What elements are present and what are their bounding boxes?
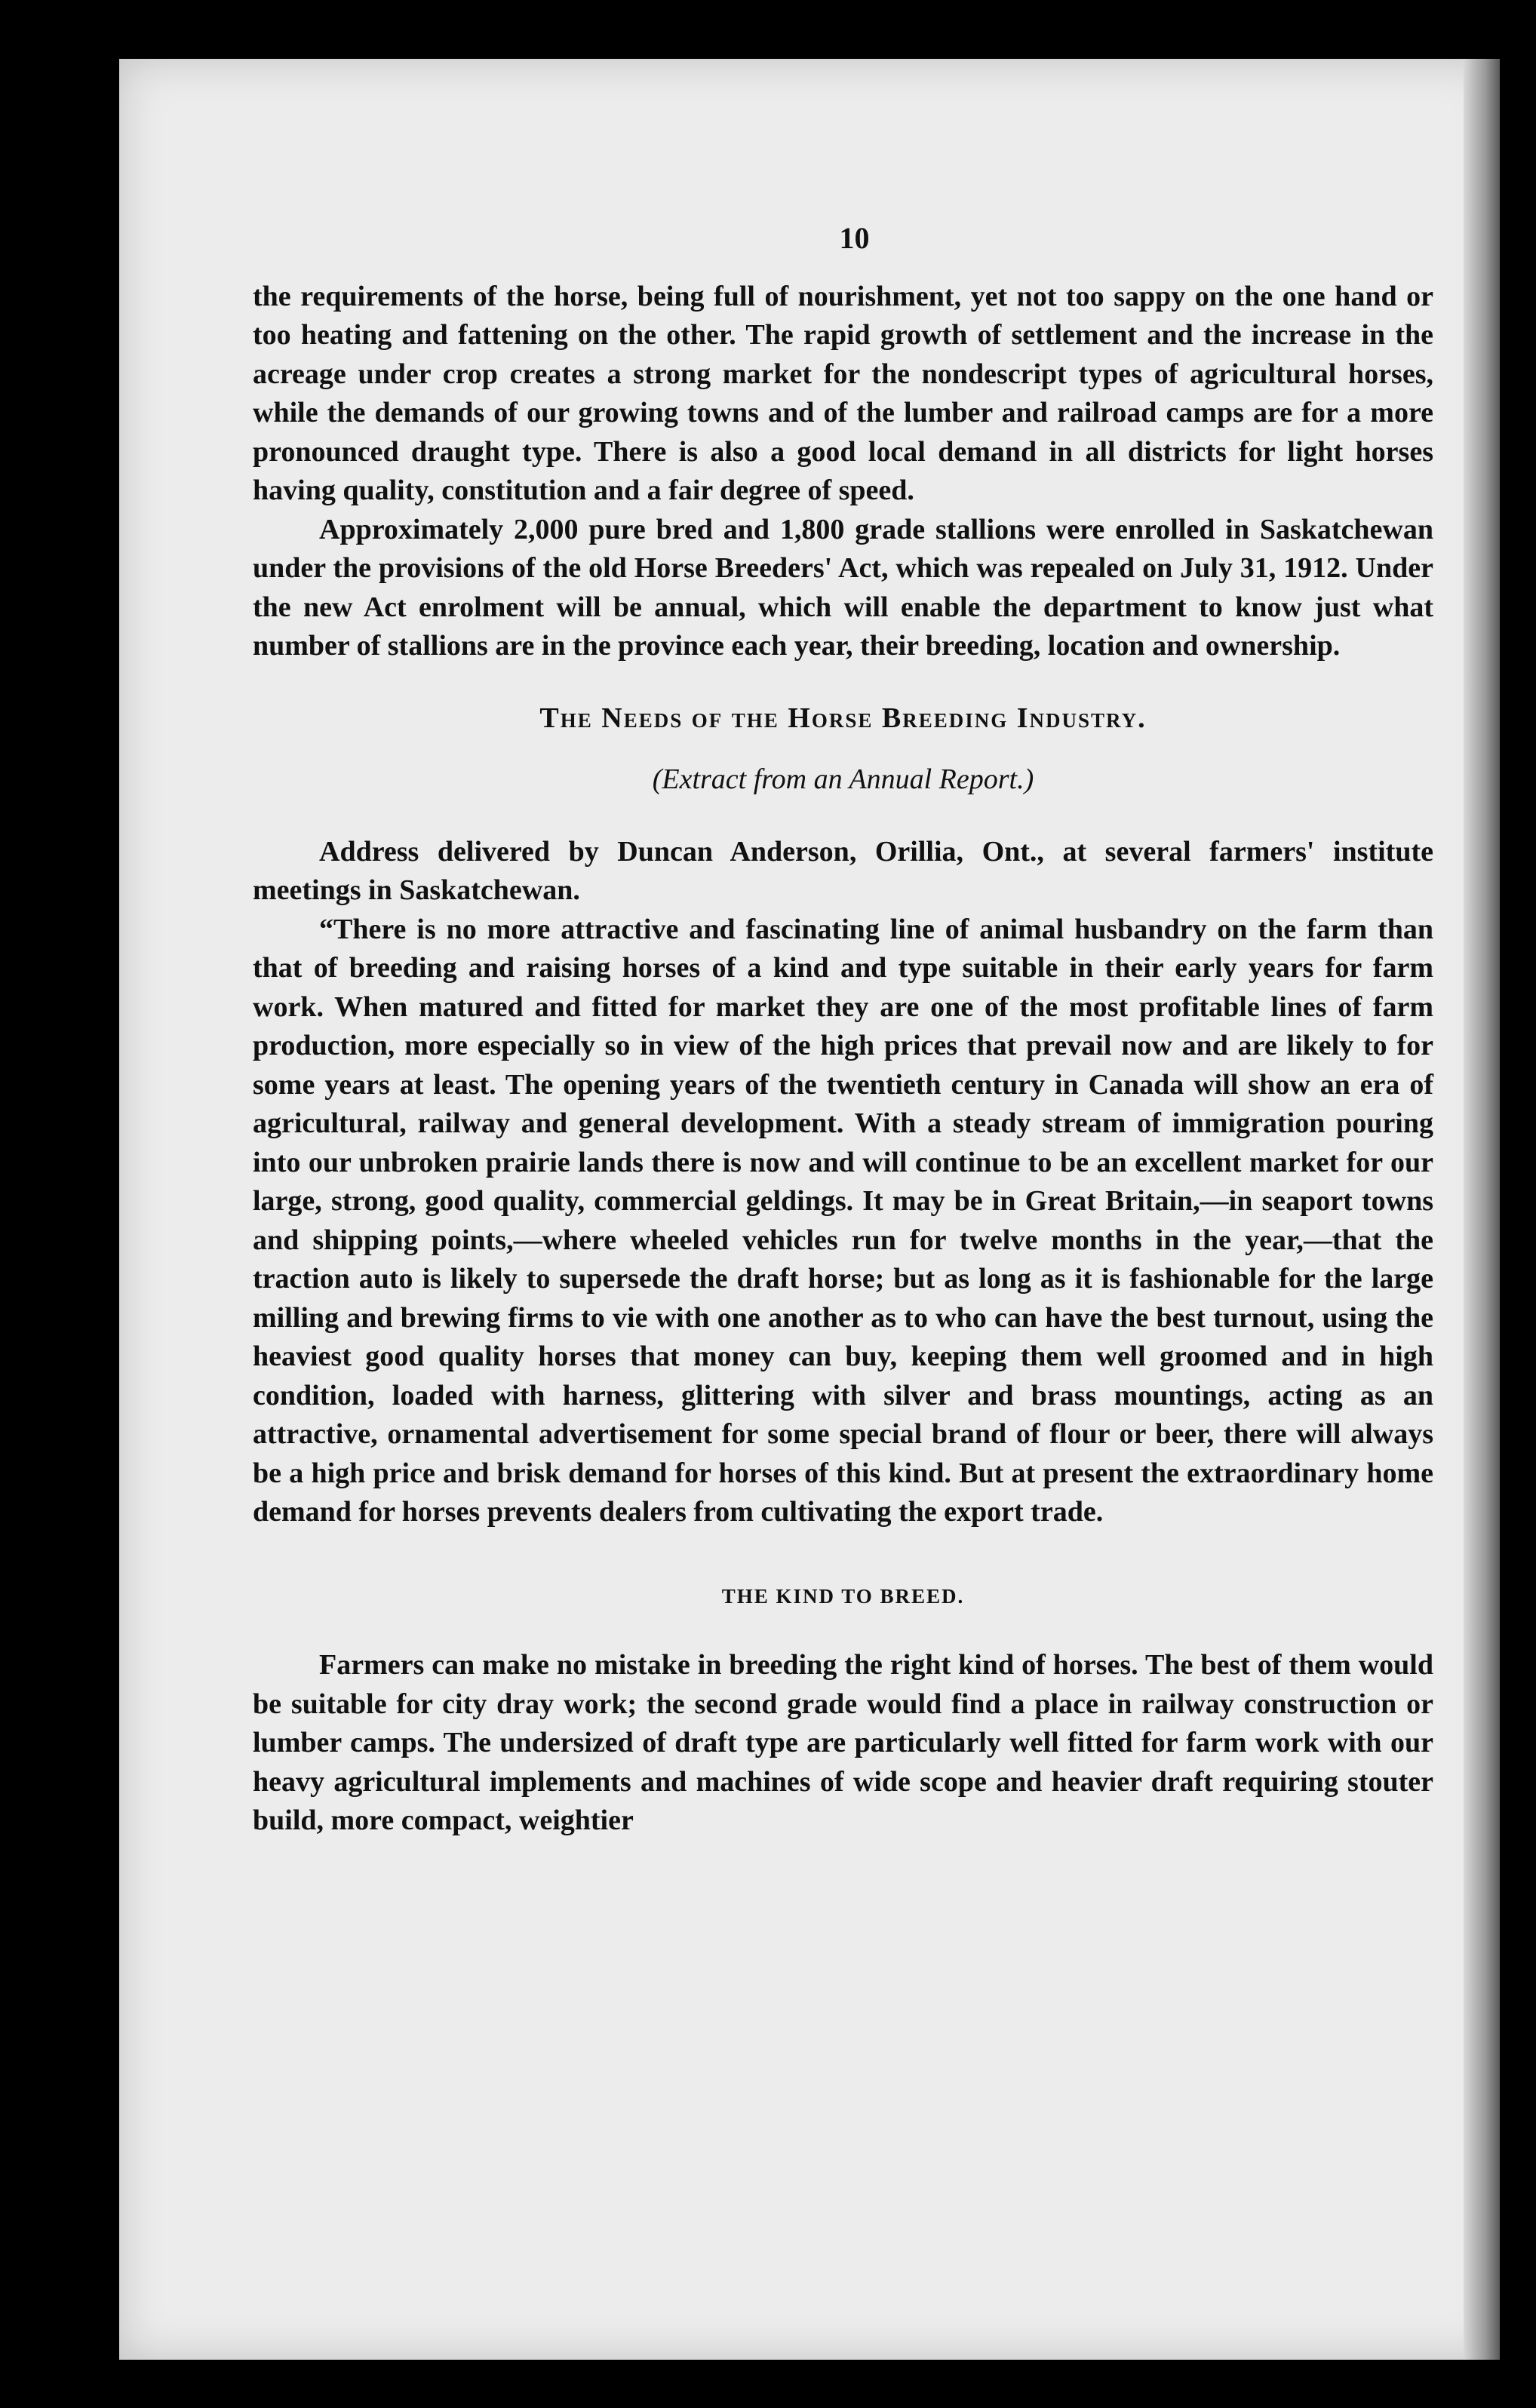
paragraph-stallions: Approximately 2,000 pure bred and 1,800 grade stallions were enrolled in Saskatchewan under the provisions of the old Horse Breeders' Act, which was repealed on July 31, 1912. Under the new Act enrolment will be annual, which will enable the department to know just what number of stallions are in the province each year, their breeding, location and ownership.: [253, 513, 1433, 662]
paragraph-kind-to-breed: Farmers can make no mistake in breeding the right kind of horses. The best of them would be suitable for city dray work; the second grade would find a place in railway construction or lumber camps. The undersized of draft type are particularly well fitted for farm work with our heavy agricultural implements and machines of wide scope and heavier draft requiring stouter build, more compact, weightier: [253, 1649, 1433, 1836]
paragraph-continued: the requirements of the horse, being full of nourishment, yet not too sappy on the one hand or too heating and fattening on the other. The rapid growth of settlement and the increase in the acreage under crop creates a strong market for the nondescript types of agricultural horses, while the demands of our growing towns and of the lumber and railroad camps are for a more pronounced draught type. There is also a good local demand in all districts for light horses having quality, constitution and a fair degree of speed.: [253, 280, 1433, 506]
minor-section-title: THE KIND TO BREED.: [721, 1584, 965, 1608]
page-text: [253, 219, 1433, 1841]
section-subtitle: (Extract from an Annual Report.): [652, 763, 1034, 795]
section-title: The Needs of the Horse Breeding Industry.: [539, 702, 1147, 734]
page-number: 10: [839, 221, 870, 255]
paragraph-address: Address delivered by Duncan Anderson, Orillia, Ont., at several farmers' institute meetings in Saskatchewan.: [253, 835, 1433, 906]
paragraph-quote: “There is no more attractive and fascinating line of animal husbandry on the farm than that of breeding and raising horses of a kind and type suitable in their early years for farm work. When matured and fitted for market they are one of the most profitable lines of farm production, more especially so in view of the high prices that prevail now and are likely to for some years at least. The opening years of the twentieth century in Canada will show an era of agricultural, railway and general development. With a steady stream of immigration pouring into our unbroken prairie lands there is now and will continue to be an excellent market for our large, strong, good quality, commercial geldings. It may be in Great Britain,—in seaport towns and shipping points,—where wheeled vehicles run for twelve months in the year,—that the traction auto is likely to supersede the draft horse; but as long as it is fashionable for the large milling and brewing firms to vie with one another as to who can have the best turnout, using the heaviest good quality horses that money can buy, keeping them well groomed and in high condition, loaded with harness, glittering with silver and brass mountings, acting as an attractive, ornamental advertisement for some special brand of flour or beer, there will always be a high price and brisk demand for horses of this kind. But at present the extraordinary home demand for horses prevents dealers from cultivating the export trade.: [253, 913, 1433, 1528]
page-edge-shadow: [1464, 59, 1500, 2360]
